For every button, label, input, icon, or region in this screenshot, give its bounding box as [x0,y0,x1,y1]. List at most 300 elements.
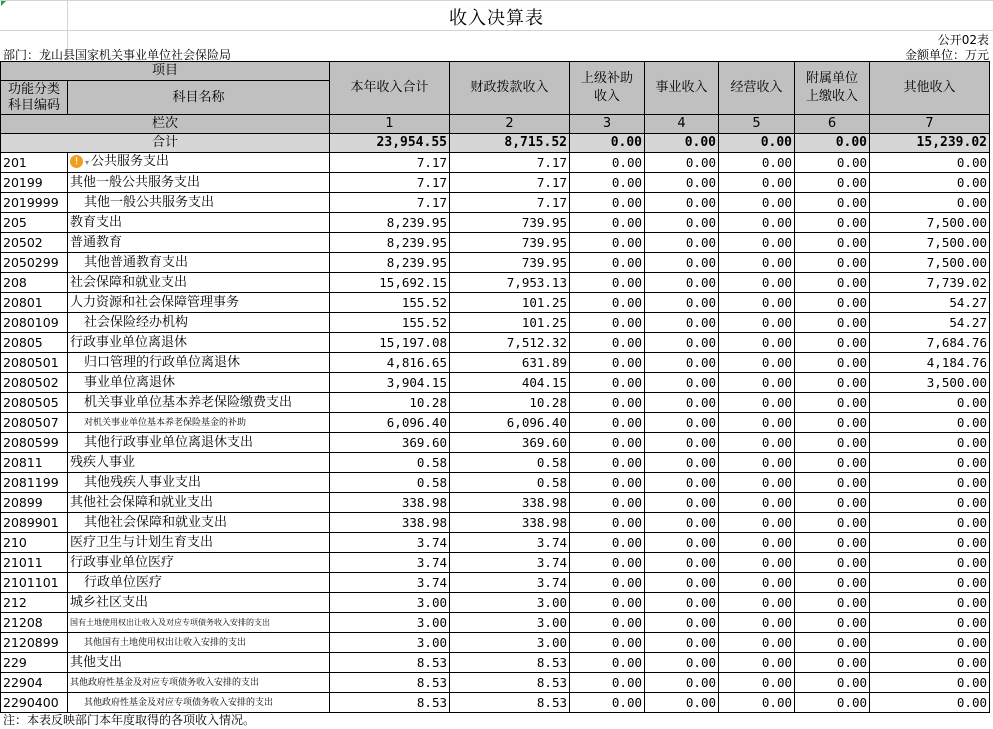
amount-cell[interactable]: 0.00 [795,613,870,633]
subject-code[interactable]: 20811 [1,453,68,473]
amount-cell[interactable]: 3.74 [450,553,570,573]
amount-cell[interactable]: 0.00 [570,373,645,393]
subject-name[interactable]: 教育支出 [68,213,330,233]
subject-name[interactable]: 其他政府性基金及对应专项债务收入安排的支出 [68,693,330,713]
subject-code[interactable]: 201 [1,153,68,173]
table-row [1,673,990,693]
subject-code[interactable]: 212 [1,593,68,613]
amount-cell[interactable]: 7,953.13 [450,273,570,293]
amount-cell[interactable]: 0.00 [795,453,870,473]
col-header[interactable]: 事业收入 [645,62,719,115]
amount-cell[interactable]: 7.17 [330,173,450,193]
subject-name[interactable]: 归口管理的行政单位离退休 [68,353,330,373]
subject-code[interactable]: 20199 [1,173,68,193]
amount-cell[interactable]: 6,096.40 [450,413,570,433]
subject-name[interactable]: 对机关事业单位基本养老保险基金的补助 [68,413,330,433]
amount-cell[interactable]: 0.00 [645,293,719,313]
amount-cell[interactable]: 54.27 [870,293,990,313]
amount-cell[interactable]: 4,184.76 [870,353,990,373]
subject-name[interactable]: 其他支出 [68,653,330,673]
amount-cell[interactable]: 7,512.32 [450,333,570,353]
amount-cell[interactable]: 7,500.00 [870,253,990,273]
subject-code[interactable]: 20899 [1,493,68,513]
amount-cell[interactable]: 0.00 [795,493,870,513]
amount-cell[interactable]: 7.17 [450,193,570,213]
amount-cell[interactable]: 0.00 [570,553,645,573]
col-header[interactable]: 其他收入 [870,62,990,115]
amount-cell[interactable]: 0.00 [570,233,645,253]
amount-cell[interactable]: 0.00 [719,313,795,333]
amount-cell[interactable]: 0.00 [570,533,645,553]
amount-cell[interactable]: 0.00 [719,173,795,193]
amount-cell[interactable]: 0.00 [645,653,719,673]
amount-cell[interactable]: 0.00 [645,673,719,693]
amount-cell[interactable]: 0.00 [719,253,795,273]
amount-cell[interactable]: 0.00 [645,553,719,573]
amount-cell[interactable]: 0.00 [570,513,645,533]
table-row [1,293,990,313]
amount-cell[interactable]: 0.00 [795,373,870,393]
col-number[interactable]: 4 [645,115,719,134]
amount-cell[interactable]: 7,739.02 [870,273,990,293]
amount-cell[interactable]: 0.00 [870,613,990,633]
amount-cell[interactable]: 0.00 [570,353,645,373]
amount-cell[interactable]: 3.00 [330,613,450,633]
subject-name-header[interactable]: 科目名称 [68,81,330,115]
amount-cell[interactable]: 0.00 [719,393,795,413]
table-row [1,553,990,573]
subject-name[interactable]: 其他国有土地使用权出让收入安排的支出 [68,633,330,653]
subject-code[interactable]: 210 [1,533,68,553]
amount-cell[interactable]: 0.00 [645,453,719,473]
amount-cell[interactable]: 3,500.00 [870,373,990,393]
subject-code[interactable]: 20502 [1,233,68,253]
amount-cell[interactable]: 0.00 [570,173,645,193]
subject-code[interactable]: 22904 [1,673,68,693]
subject-code[interactable]: 20805 [1,333,68,353]
subject-code[interactable]: 2120899 [1,633,68,653]
total-value[interactable]: 15,239.02 [870,134,990,153]
total-value[interactable]: 0.00 [795,134,870,153]
amount-cell[interactable]: 0.00 [795,233,870,253]
amount-cell[interactable]: 0.00 [795,673,870,693]
amount-cell[interactable]: 0.58 [450,453,570,473]
amount-cell[interactable]: 155.52 [330,313,450,333]
amount-cell[interactable]: 0.00 [645,613,719,633]
subject-code[interactable]: 20801 [1,293,68,313]
subject-name-text: 公共服务支出 [91,154,170,169]
subject-code[interactable]: 205 [1,213,68,233]
subject-name[interactable]: 事业单位离退休 [68,373,330,393]
amount-cell[interactable]: 0.00 [870,553,990,573]
subject-code[interactable]: 2080507 [1,413,68,433]
chevron-down-icon[interactable]: ▾ [85,158,90,167]
amount-cell[interactable]: 6,096.40 [330,413,450,433]
amount-cell[interactable]: 0.00 [719,593,795,613]
col-number[interactable]: 5 [719,115,795,134]
subject-name[interactable] [68,153,330,173]
amount-cell[interactable]: 0.00 [645,373,719,393]
amount-cell[interactable]: 0.00 [570,653,645,673]
amount-cell[interactable]: 3.74 [330,573,450,593]
amount-cell[interactable]: 3,904.15 [330,373,450,393]
amount-cell[interactable]: 0.00 [570,273,645,293]
amount-cell[interactable]: 0.00 [645,233,719,253]
amount-cell[interactable]: 0.00 [870,513,990,533]
amount-cell[interactable]: 0.00 [645,313,719,333]
amount-cell[interactable]: 0.00 [719,233,795,253]
table-row [1,213,990,233]
amount-cell[interactable]: 0.00 [645,253,719,273]
amount-cell[interactable]: 155.52 [330,293,450,313]
amount-cell[interactable]: 8.53 [450,653,570,673]
amount-cell[interactable]: 0.00 [795,413,870,433]
subject-name[interactable]: 其他政府性基金及对应专项债务收入安排的支出 [68,673,330,693]
amount-cell[interactable]: 0.00 [719,613,795,633]
amount-cell[interactable]: 0.00 [795,653,870,673]
amount-cell[interactable]: 0.00 [870,573,990,593]
gridline [0,0,993,1]
amount-cell[interactable]: 0.00 [795,473,870,493]
amount-cell[interactable]: 0.00 [719,533,795,553]
amount-cell[interactable]: 7.17 [450,173,570,193]
item-header[interactable]: 项目 [1,62,330,81]
amount-cell[interactable]: 0.00 [570,453,645,473]
page-title: 收入决算表 [449,8,544,29]
amount-cell[interactable]: 3.74 [450,533,570,553]
col-header[interactable]: 财政拨款收入 [450,62,570,115]
amount-cell[interactable]: 0.00 [719,553,795,573]
amount-cell[interactable]: 0.00 [645,533,719,553]
amount-cell[interactable]: 0.00 [570,213,645,233]
subject-code[interactable]: 2019999 [1,193,68,213]
table-row [1,273,990,293]
amount-cell[interactable]: 15,692.15 [330,273,450,293]
amount-cell[interactable]: 0.00 [645,493,719,513]
total-value[interactable]: 8,715.52 [450,134,570,153]
amount-cell[interactable]: 3.00 [450,633,570,653]
amount-cell[interactable]: 0.00 [570,313,645,333]
amount-cell[interactable]: 0.00 [870,633,990,653]
amount-cell[interactable]: 0.00 [795,193,870,213]
total-value[interactable]: 0.00 [570,134,645,153]
table-row [1,533,990,553]
amount-cell[interactable]: 0.00 [570,613,645,633]
amount-cell[interactable]: 0.00 [795,353,870,373]
table-row [1,193,990,213]
amount-cell[interactable]: 0.00 [719,333,795,353]
subject-code[interactable]: 2081199 [1,473,68,493]
amount-cell[interactable]: 0.00 [570,573,645,593]
amount-cell[interactable]: 0.00 [645,433,719,453]
amount-cell[interactable]: 0.00 [870,533,990,553]
amount-cell[interactable]: 739.95 [450,233,570,253]
subject-code[interactable]: 2080505 [1,393,68,413]
amount-cell[interactable]: 338.98 [450,513,570,533]
amount-cell[interactable]: 0.00 [570,253,645,273]
amount-cell[interactable]: 0.00 [570,493,645,513]
subject-code[interactable]: 2080501 [1,353,68,373]
amount-cell[interactable]: 0.00 [795,253,870,273]
subject-name[interactable]: 医疗卫生与计划生育支出 [68,533,330,553]
amount-cell[interactable]: 0.00 [870,153,990,173]
col-number[interactable]: 1 [330,115,450,134]
subject-code[interactable]: 2080599 [1,433,68,453]
amount-cell[interactable]: 0.00 [795,553,870,573]
amount-cell[interactable]: 0.00 [870,193,990,213]
total-value[interactable]: 0.00 [645,134,719,153]
amount-cell[interactable]: 0.00 [570,593,645,613]
amount-cell[interactable]: 338.98 [330,493,450,513]
amount-cell[interactable]: 3.00 [330,633,450,653]
amount-cell[interactable]: 8.53 [450,673,570,693]
amount-cell[interactable]: 0.00 [795,333,870,353]
table-row [1,593,990,613]
amount-cell[interactable]: 369.60 [450,433,570,453]
col-number[interactable]: 2 [450,115,570,134]
col-header[interactable]: 本年收入合计 [330,62,450,115]
amount-cell[interactable]: 0.00 [870,473,990,493]
table-row [1,573,990,593]
amount-cell[interactable]: 0.58 [450,473,570,493]
amount-cell[interactable]: 0.00 [645,173,719,193]
amount-cell[interactable]: 7.17 [330,153,450,173]
subject-name[interactable]: 城乡社区支出 [68,593,330,613]
amount-cell[interactable]: 3.00 [450,593,570,613]
amount-cell[interactable]: 15,197.08 [330,333,450,353]
amount-cell[interactable]: 0.00 [719,573,795,593]
amount-cell[interactable]: 0.00 [719,153,795,173]
amount-cell[interactable]: 0.00 [795,213,870,233]
amount-cell[interactable]: 8,239.95 [330,213,450,233]
subject-code[interactable]: 21208 [1,613,68,633]
amount-cell[interactable]: 0.00 [645,473,719,493]
amount-cell[interactable]: 0.00 [795,153,870,173]
amount-cell[interactable]: 4,816.65 [330,353,450,373]
amount-cell[interactable]: 0.00 [795,533,870,553]
amount-cell[interactable]: 0.00 [719,273,795,293]
amount-cell[interactable]: 0.00 [645,593,719,613]
subject-name[interactable]: 普通教育 [68,233,330,253]
amount-cell[interactable]: 0.00 [645,413,719,433]
amount-cell[interactable]: 0.00 [795,273,870,293]
amount-cell[interactable]: 0.58 [330,453,450,473]
total-value[interactable]: 0.00 [719,134,795,153]
amount-cell[interactable]: 0.00 [719,193,795,213]
amount-cell[interactable]: 0.00 [570,473,645,493]
amount-cell[interactable]: 739.95 [450,213,570,233]
amount-cell[interactable]: 0.00 [719,513,795,533]
amount-cell[interactable]: 8.53 [450,693,570,713]
amount-cell[interactable]: 0.00 [570,153,645,173]
amount-cell[interactable]: 8.53 [330,673,450,693]
amount-cell[interactable]: 369.60 [330,433,450,453]
subject-code[interactable]: 2290400 [1,693,68,713]
amount-cell[interactable]: 0.00 [719,673,795,693]
subject-name[interactable]: 残疾人事业 [68,453,330,473]
table-row [1,353,990,373]
amount-cell[interactable]: 8.53 [330,693,450,713]
amount-cell[interactable]: 0.00 [645,273,719,293]
amount-cell[interactable]: 0.00 [570,433,645,453]
col-header[interactable]: 附属单位 上缴收入 [795,62,870,115]
amount-cell[interactable]: 0.00 [795,633,870,653]
amount-cell[interactable]: 631.89 [450,353,570,373]
col-number[interactable]: 3 [570,115,645,134]
amount-cell[interactable]: 0.00 [645,513,719,533]
amount-cell[interactable]: 0.00 [870,453,990,473]
amount-cell[interactable]: 0.58 [330,473,450,493]
amount-cell[interactable]: 0.00 [795,293,870,313]
amount-cell[interactable]: 0.00 [719,633,795,653]
amount-cell[interactable]: 10.28 [450,393,570,413]
subject-code[interactable]: 2050299 [1,253,68,273]
amount-cell[interactable]: 0.00 [570,193,645,213]
amount-cell[interactable]: 0.00 [645,213,719,233]
amount-cell[interactable]: 0.00 [719,473,795,493]
total-label[interactable]: 合计 [1,134,330,153]
subject-name[interactable]: 其他社会保障和就业支出 [68,493,330,513]
col-header[interactable]: 上级补助 收入 [570,62,645,115]
amount-cell[interactable]: 739.95 [450,253,570,273]
amount-cell[interactable]: 0.00 [570,633,645,653]
amount-cell[interactable]: 8.53 [330,653,450,673]
amount-cell[interactable]: 0.00 [795,313,870,333]
subject-name[interactable]: 行政事业单位医疗 [68,553,330,573]
subject-code[interactable]: 2089901 [1,513,68,533]
amount-cell[interactable]: 0.00 [719,353,795,373]
amount-cell[interactable]: 0.00 [795,433,870,453]
amount-cell[interactable]: 338.98 [330,513,450,533]
subject-name[interactable]: 机关事业单位基本养老保险缴费支出 [68,393,330,413]
amount-cell[interactable]: 7.17 [330,193,450,213]
subject-name[interactable]: 其他普通教育支出 [68,253,330,273]
subject-name[interactable]: 其他残疾人事业支出 [68,473,330,493]
amount-cell[interactable]: 0.00 [570,333,645,353]
amount-cell[interactable]: 0.00 [870,173,990,193]
amount-cell[interactable]: 338.98 [450,493,570,513]
amount-cell[interactable]: 0.00 [645,333,719,353]
subject-name[interactable]: 其他行政事业单位离退休支出 [68,433,330,453]
amount-cell[interactable]: 0.00 [870,433,990,453]
amount-cell[interactable]: 0.00 [645,633,719,653]
amount-cell[interactable]: 0.00 [645,193,719,213]
amount-cell[interactable]: 10.28 [330,393,450,413]
gridline [0,30,993,31]
func-class-label: 功能分类 [7,81,60,97]
amount-cell[interactable]: 0.00 [719,373,795,393]
subject-code[interactable]: 2080502 [1,373,68,393]
subject-name[interactable]: 其他一般公共服务支出 [68,193,330,213]
subject-name[interactable]: 社会保险经办机构 [68,313,330,333]
amount-cell[interactable]: 3.74 [330,553,450,573]
subject-name[interactable]: 国有土地使用权出让收入及对应专项债务收入安排的支出 [68,613,330,633]
amount-cell[interactable]: 0.00 [570,673,645,693]
amount-cell[interactable]: 3.00 [330,593,450,613]
subject-name[interactable]: 其他一般公共服务支出 [68,173,330,193]
amount-cell[interactable]: 0.00 [795,573,870,593]
amount-cell[interactable]: 3.74 [450,573,570,593]
subject-code[interactable]: 2101101 [1,573,68,593]
warning-icon[interactable]: ! [70,155,83,168]
form-number: 公开02表 [937,33,989,47]
subject-code[interactable]: 21011 [1,553,68,573]
amount-cell[interactable]: 0.00 [719,413,795,433]
amount-cell[interactable]: 7,684.76 [870,333,990,353]
amount-cell[interactable]: 0.00 [719,493,795,513]
amount-cell[interactable]: 3.74 [330,533,450,553]
total-value[interactable]: 23,954.55 [330,134,450,153]
amount-cell[interactable]: 0.00 [719,213,795,233]
amount-cell[interactable]: 0.00 [645,353,719,373]
amount-cell[interactable]: 3.00 [450,613,570,633]
subject-name[interactable]: 其他社会保障和就业支出 [68,513,330,533]
table-row [1,433,990,453]
amount-cell[interactable]: 101.25 [450,293,570,313]
func-class-header[interactable] [1,81,68,115]
amount-cell[interactable]: 0.00 [645,153,719,173]
amount-cell[interactable]: 7.17 [450,153,570,173]
amount-cell[interactable]: 404.15 [450,373,570,393]
amount-cell[interactable]: 0.00 [570,293,645,313]
amount-cell[interactable]: 0.00 [645,693,719,713]
table-row [1,393,990,413]
amount-cell[interactable]: 0.00 [570,393,645,413]
department-label: 部门：龙山县国家机关事业单位社会保险局 [3,48,232,62]
subject-name[interactable]: 社会保障和就业支出 [68,273,330,293]
subject-name[interactable]: 行政事业单位离退休 [68,333,330,353]
amount-cell[interactable]: 8,239.95 [330,233,450,253]
col-number[interactable]: 6 [795,115,870,134]
amount-cell[interactable]: 0.00 [570,413,645,433]
amount-cell[interactable]: 0.00 [870,653,990,673]
col-header[interactable]: 经营收入 [719,62,795,115]
amount-cell[interactable]: 0.00 [795,393,870,413]
amount-cell[interactable]: 101.25 [450,313,570,333]
amount-cell[interactable]: 0.00 [719,433,795,453]
subject-name[interactable]: 人力资源和社会保障管理事务 [68,293,330,313]
amount-cell[interactable]: 8,239.95 [330,253,450,273]
amount-cell[interactable]: 0.00 [570,693,645,713]
col-number-label[interactable]: 栏次 [1,115,330,134]
amount-cell[interactable]: 0.00 [719,293,795,313]
subject-name[interactable]: 行政单位医疗 [68,573,330,593]
col-number[interactable]: 7 [870,115,990,134]
amount-cell[interactable]: 0.00 [870,393,990,413]
amount-cell[interactable]: 0.00 [870,493,990,513]
amount-cell[interactable]: 0.00 [870,693,990,713]
amount-cell[interactable]: 0.00 [795,693,870,713]
amount-cell[interactable]: 7,500.00 [870,233,990,253]
amount-cell[interactable]: 0.00 [719,693,795,713]
subject-code[interactable]: 229 [1,653,68,673]
amount-cell[interactable]: 0.00 [870,673,990,693]
subject-code[interactable]: 2080109 [1,313,68,333]
income-table [0,61,990,713]
amount-cell[interactable]: 0.00 [719,653,795,673]
subject-code[interactable]: 208 [1,273,68,293]
amount-cell[interactable]: 0.00 [645,573,719,593]
amount-cell[interactable]: 0.00 [795,593,870,613]
amount-cell[interactable]: 0.00 [795,513,870,533]
amount-cell[interactable]: 0.00 [870,413,990,433]
amount-cell[interactable]: 0.00 [645,393,719,413]
amount-cell[interactable]: 54.27 [870,313,990,333]
amount-cell[interactable]: 7,500.00 [870,213,990,233]
amount-cell[interactable]: 0.00 [719,453,795,473]
amount-cell[interactable]: 0.00 [870,593,990,613]
amount-cell[interactable]: 0.00 [795,173,870,193]
